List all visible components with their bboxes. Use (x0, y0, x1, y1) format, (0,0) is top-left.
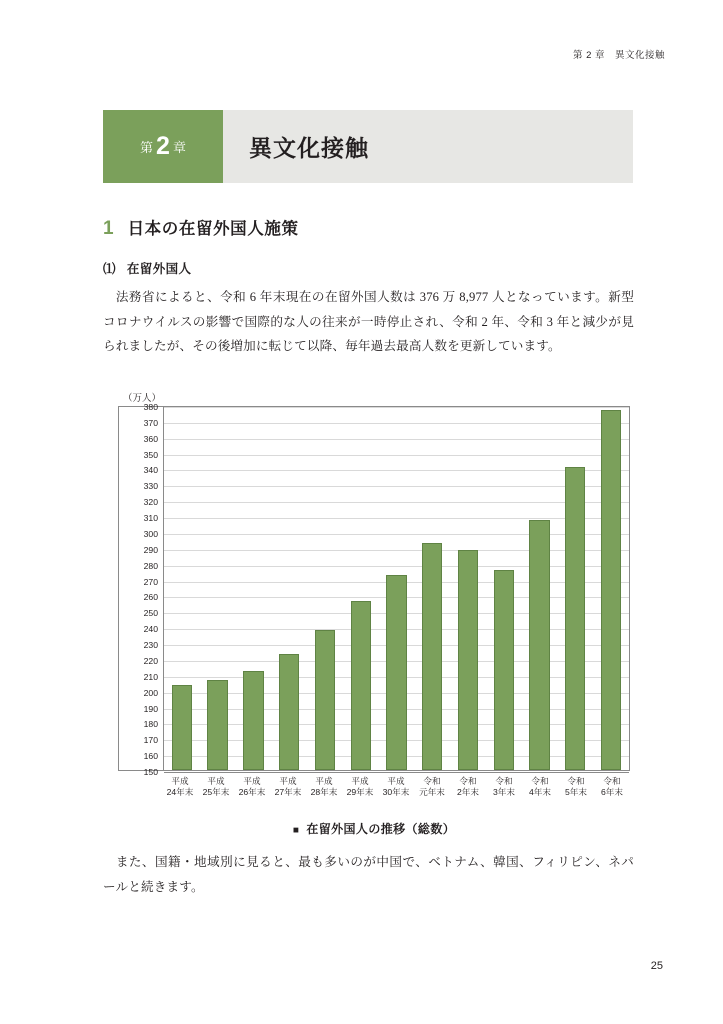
bar (351, 601, 371, 770)
bar (279, 654, 299, 770)
y-axis-tick-label: 350 (143, 449, 158, 460)
x-axis-tick-label (594, 776, 630, 798)
section-title: 日本の在留外国人施策 (127, 220, 299, 238)
body-paragraph-1 (103, 285, 634, 359)
chart-container (118, 390, 630, 836)
x-axis-tick-label-line: 26年末 (238, 787, 266, 798)
x-axis-tick-label-line: 5年末 (565, 787, 587, 798)
bar (207, 680, 227, 770)
y-axis-tick-label: 330 (143, 481, 158, 492)
bar-slot (307, 407, 343, 770)
bar (565, 467, 585, 770)
x-axis-tick-label-line: 平成 (387, 776, 405, 786)
x-axis-tick-label-line: 元年末 (419, 787, 445, 798)
paragraph-1-text: 法務省によると、令和 6 年末現在の在留外国人数は 376 万 8,977 人となっています。新型コロナウイルスの影響で国際的な人の往来が一時停止され、令和 2 年、令和 3 年と減少が見られましたが、その後増加に転じて以降、毎年過去最高人数を更新しています。 (103, 290, 634, 354)
caption-text: 在留外国人の推移（総数） (306, 822, 456, 836)
x-axis-tick-label-line: 令和 (423, 776, 441, 786)
y-axis-tick-label: 320 (143, 497, 158, 508)
x-axis-tick-label-line: 平成 (315, 776, 333, 786)
bar (458, 550, 478, 770)
chart-plot-area (163, 407, 629, 770)
x-axis-tick-label (558, 776, 594, 798)
y-axis-tick-label: 370 (143, 417, 158, 428)
x-axis-tick-label (378, 776, 414, 798)
x-axis-tick-label (198, 776, 234, 798)
running-head: 第 2 章 異文化接触 (572, 50, 665, 61)
bar-slot (557, 407, 593, 770)
x-axis-tick-label-line: 平成 (279, 776, 297, 786)
y-axis-tick-label: 380 (143, 402, 158, 412)
chapter-title: 異文化接触 (249, 135, 369, 161)
bar-slot (486, 407, 522, 770)
bar-slot (343, 407, 379, 770)
gridline (164, 772, 629, 773)
y-axis-tick-label: 260 (143, 592, 158, 603)
bar (315, 630, 335, 770)
x-axis-tick-label-line: 平成 (243, 776, 261, 786)
body-paragraph-2 (103, 850, 634, 899)
x-axis-tick-label (450, 776, 486, 798)
x-axis-tick-label (414, 776, 450, 798)
x-axis-tick-label-line: 令和 (495, 776, 513, 786)
chart-unit-label: （万人） (123, 394, 162, 404)
x-axis-tick-label-line: 30年末 (382, 787, 410, 798)
x-axis-tick-label-line: 令和 (531, 776, 549, 786)
caption-marker-icon: ■ (292, 825, 300, 836)
chart-plot-frame (118, 402, 630, 777)
y-axis-tick-label: 250 (143, 608, 158, 619)
x-axis-tick-label-line: 令和 (603, 776, 621, 786)
paragraph-2-text: また、国籍・地域別に見ると、最も多いのが中国で、ベトナム、韓国、フィリピン、ネパールと続きます。 (103, 855, 634, 894)
x-axis-tick-label (342, 776, 378, 798)
y-axis-tick-label: 280 (143, 560, 158, 571)
y-axis-tick-label: 310 (143, 513, 158, 524)
subsection-title: 在留外国人 (126, 262, 192, 276)
y-axis-tick-label: 160 (143, 751, 158, 762)
chart-bar-series (164, 407, 629, 770)
section-heading (103, 215, 299, 240)
bar (494, 570, 514, 770)
x-axis-tick-label (486, 776, 522, 798)
page-number: 25 (650, 960, 663, 972)
section-number: 1 (103, 218, 114, 239)
x-axis-tick-label (162, 776, 198, 798)
bar-slot (414, 407, 450, 770)
x-axis-tick-label (270, 776, 306, 798)
y-axis-tick-label: 240 (143, 624, 158, 635)
y-axis-tick-label: 180 (143, 719, 158, 730)
y-axis-tick-label: 360 (143, 433, 158, 444)
y-axis-tick-label: 340 (143, 465, 158, 476)
bar-slot (450, 407, 486, 770)
x-axis-tick-label-line: 6年末 (601, 787, 623, 798)
chart-caption (118, 820, 630, 837)
bar-slot (200, 407, 236, 770)
x-axis-tick-label-line: 平成 (207, 776, 225, 786)
subsection-number: ⑴ (103, 262, 116, 276)
chapter-number-tab (103, 110, 223, 183)
bar-slot (164, 407, 200, 770)
x-axis-tick-label-line: 28年末 (310, 787, 338, 798)
x-axis-tick-label-line: 4年末 (529, 787, 551, 798)
chapter-banner (103, 110, 633, 183)
x-axis-tick-label-line: 3年末 (493, 787, 515, 798)
y-axis-tick-label: 290 (143, 544, 158, 555)
x-axis-tick-label (306, 776, 342, 798)
bar (172, 685, 192, 770)
bar (601, 410, 621, 770)
x-axis-tick-label-line: 24年末 (166, 787, 194, 798)
bar-slot (593, 407, 629, 770)
y-axis-tick-label: 150 (143, 767, 158, 777)
chapter-number: 2 (156, 132, 170, 160)
x-axis-tick-label-line: 2年末 (457, 787, 479, 798)
subsection-heading (103, 259, 191, 277)
y-axis-tick-label: 230 (143, 640, 158, 651)
chart-x-axis (162, 776, 630, 798)
x-axis-tick-label-line: 令和 (459, 776, 477, 786)
y-axis-tick-label: 300 (143, 528, 158, 539)
x-axis-tick-label (234, 776, 270, 798)
y-axis-tick-label: 170 (143, 735, 158, 746)
y-axis-tick-label: 210 (143, 671, 158, 682)
x-axis-tick-label (522, 776, 558, 798)
y-axis-tick-label: 190 (143, 703, 158, 714)
bar-slot (379, 407, 415, 770)
chart-y-axis (119, 402, 163, 777)
bar (243, 671, 263, 770)
y-axis-tick-label: 270 (143, 576, 158, 587)
bar-slot (522, 407, 558, 770)
x-axis-tick-label-line: 平成 (171, 776, 189, 786)
bar (386, 575, 406, 770)
x-axis-tick-label-line: 27年末 (274, 787, 302, 798)
chapter-prefix: 第 (140, 140, 154, 155)
x-axis-tick-label-line: 令和 (567, 776, 585, 786)
x-axis-tick-label-line: 25年末 (202, 787, 230, 798)
bar (422, 543, 442, 770)
y-axis-tick-label: 220 (143, 655, 158, 666)
bar (529, 520, 549, 770)
y-axis-tick-label: 200 (143, 687, 158, 698)
x-axis-tick-label-line: 29年末 (346, 787, 374, 798)
chapter-suffix: 章 (172, 140, 186, 155)
bar-slot (271, 407, 307, 770)
x-axis-tick-label-line: 平成 (351, 776, 369, 786)
bar-slot (236, 407, 272, 770)
